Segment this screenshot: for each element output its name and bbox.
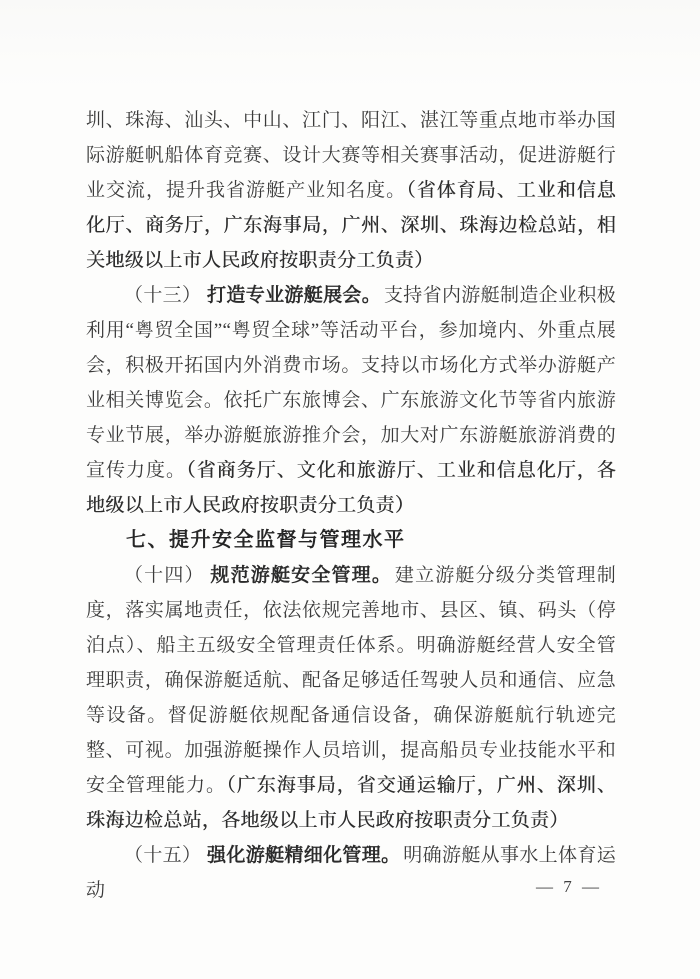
paragraph-text: 明确游艇从事水上体育运动 — [86, 845, 616, 901]
item-title: 强化游艇精细化管理。 — [207, 845, 401, 866]
page-footer — [536, 877, 602, 897]
document-body — [86, 103, 616, 908]
responsible-units: （省体育局、工业和信息化厅、商务厅，广东海事局，广州、深圳、珠海边检总站，相关地级以上市人民政府按职责分工负责） — [86, 180, 616, 271]
item-number: （十三） — [124, 285, 202, 306]
paragraph-12-continuation — [86, 103, 616, 278]
paragraph-text: 圳、珠海、汕头、中山、江门、阳江、湛江等重点地市举办国际游艇帆船体育竞赛、设计大赛等相关赛事活动，促进游艇行业交流，提升我省游艇产业知名度。 — [86, 110, 616, 201]
item-title: 打造专业游艇展会。 — [207, 285, 382, 306]
section-heading-7: 七、提升安全监督与管理水平 — [126, 529, 406, 551]
paragraph-text: 支持省内游艇制造企业积极利用“粤贸全国”“粤贸全球”等活动平台，参加境内、外重点展会，积极开拓国内外消费市场。支持以市场化方式举办游艇产业相关博览会。依托广东旅博会、广东旅游文化节等省内旅游专业节展，举办游艇旅游推介会，加大对广东游艇旅游消费的宣传力度。 — [86, 285, 616, 481]
item-number: （十四） — [124, 565, 205, 586]
paragraph-15 — [86, 838, 616, 908]
page-number: — 7 — — [536, 877, 602, 896]
paragraph-14 — [86, 558, 616, 838]
responsible-units: （广东海事局，省交通运输厅，广州、深圳、珠海边检总站，各地级以上市人民政府按职责分工负责） — [86, 775, 616, 831]
responsible-units: （省商务厅、文化和旅游厅、工业和信息化厅，各地级以上市人民政府按职责分工负责） — [86, 460, 616, 516]
item-number: （十五） — [124, 845, 202, 866]
item-title: 规范游艇安全管理。 — [210, 565, 393, 586]
paragraph-13 — [86, 278, 616, 523]
paragraph-text: 建立游艇分级分类管理制度，落实属地责任，依法依规完善地市、县区、镇、码头（停泊点）、船主五级安全管理责任体系。明确游艇经营人安全管理职责，确保游艇适航、配备足够适任驾驶人员和通信、应急等设备。督促游艇依规配备通信设备，确保游艇航行轨迹完整、可视。加强游艇操作人员培训，提高船员专业技能水平和安全管理能力。 — [86, 565, 616, 796]
